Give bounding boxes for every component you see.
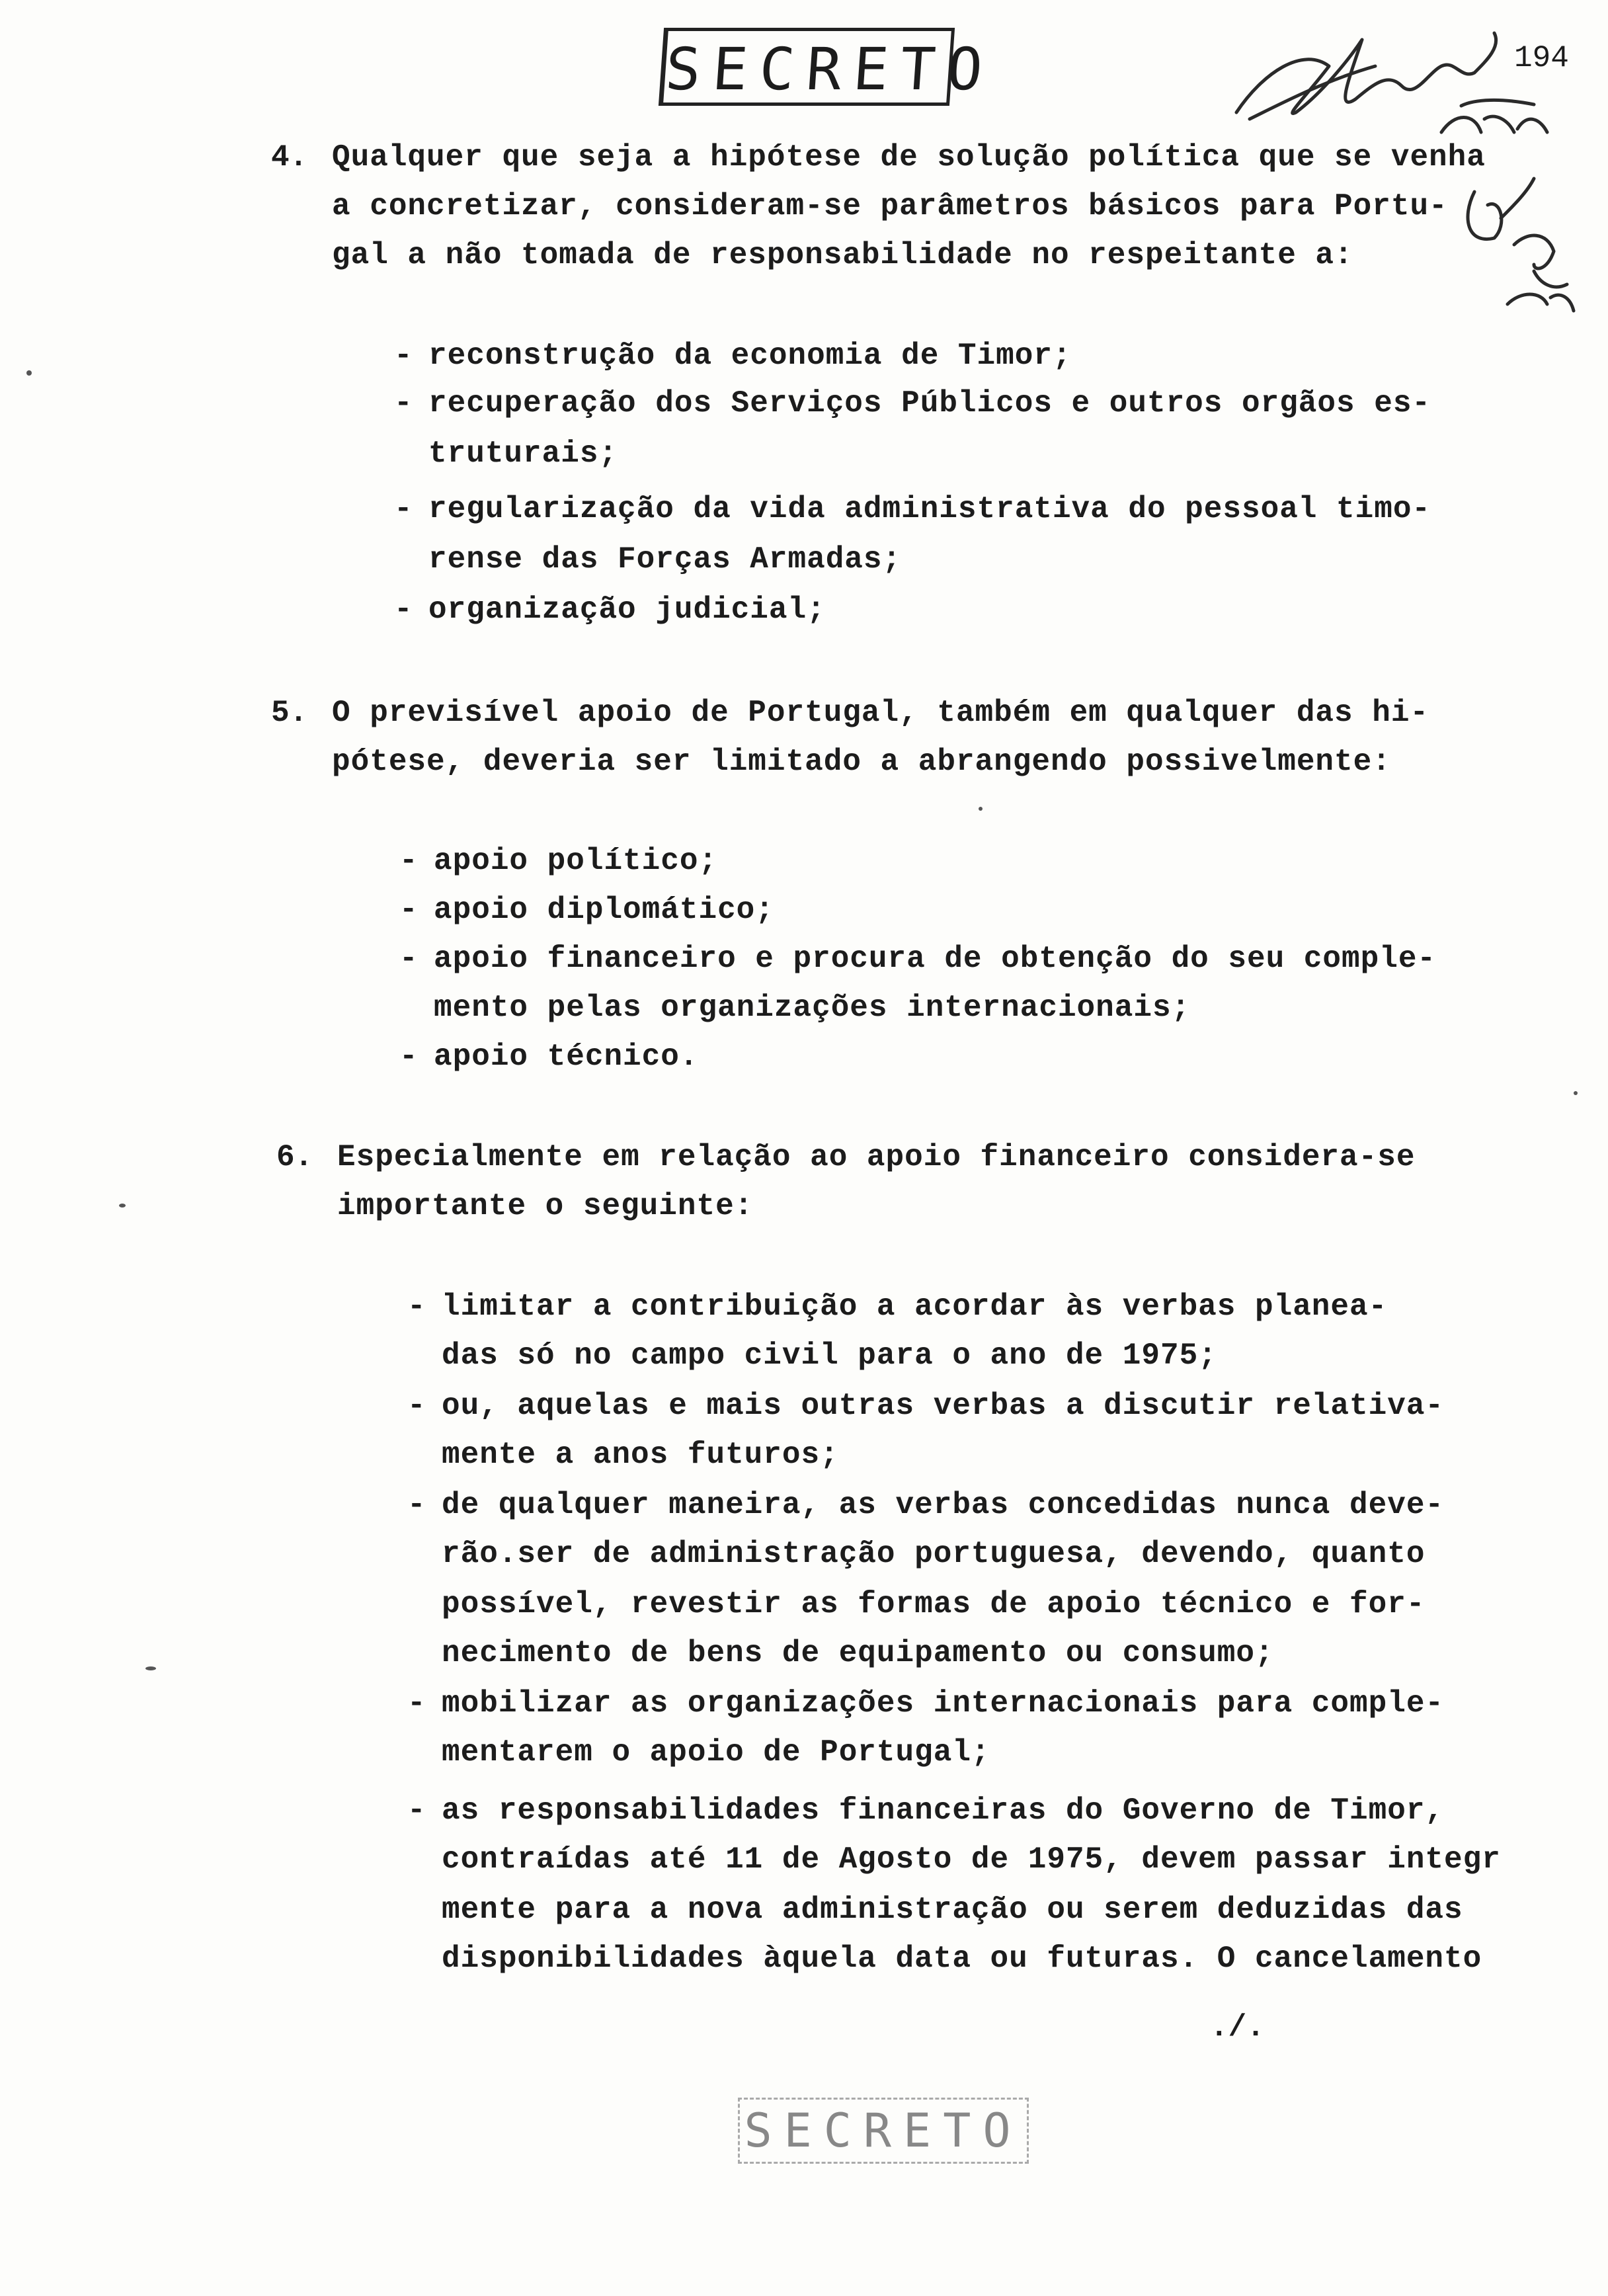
paragraph-line: pótese, deveria ser limitado a abrangendo possivelmente: bbox=[332, 745, 1391, 779]
bullet-item: - de qualquer maneira, as verbas concedidas nunca deve- bbox=[407, 1488, 1445, 1522]
scan-speck bbox=[119, 1204, 126, 1208]
paragraph-line: a concretizar, consideram-se parâmetros básicos para Portu- bbox=[332, 189, 1448, 224]
bullet-item: - ou, aquelas e mais outras verbas a discutir relativa- bbox=[407, 1389, 1445, 1423]
dash-marker: - bbox=[407, 1686, 426, 1721]
paragraph-number: 5. bbox=[271, 696, 308, 730]
bullet-item: - reconstrução da economia de Timor; bbox=[394, 339, 1072, 373]
dash-marker: - bbox=[394, 492, 413, 526]
dash-marker: - bbox=[399, 844, 419, 878]
secret-stamp-faded: SECRETO bbox=[738, 2098, 1029, 2164]
paragraph-line: O previsível apoio de Portugal, também em qualquer das hi- bbox=[332, 696, 1429, 730]
paragraph-number: 6. bbox=[276, 1140, 313, 1174]
dash-marker: - bbox=[394, 339, 413, 373]
bullet-item: - organização judicial; bbox=[394, 593, 826, 627]
bullet-item: - recuperação dos Serviços Públicos e outros orgãos es- bbox=[394, 386, 1431, 421]
bullet-continuation: mento pelas organizações internacionais; bbox=[434, 991, 1191, 1025]
bullet-item: - regularização da vida administrativa do pessoal timo- bbox=[394, 492, 1431, 526]
bullet-continuation: rão.ser de administração portuguesa, devendo, quanto bbox=[442, 1537, 1426, 1571]
bullet-item: - apoio diplomático; bbox=[399, 893, 774, 927]
dash-marker: - bbox=[407, 1488, 426, 1522]
secret-stamp: SECRETO bbox=[659, 28, 955, 106]
bullet-continuation: das só no campo civil para o ano de 1975; bbox=[442, 1338, 1217, 1373]
paragraph-line: Especialmente em relação ao apoio financeiro considera-se bbox=[337, 1140, 1416, 1174]
bullet-item: - apoio técnico. bbox=[399, 1040, 699, 1074]
scan-speck bbox=[145, 1666, 156, 1670]
bullet-item: - as responsabilidades financeiras do Governo de Timor, bbox=[407, 1793, 1445, 1828]
bullet-continuation: contraídas até 11 de Agosto de 1975, devem passar integr bbox=[442, 1842, 1501, 1877]
scan-speck bbox=[26, 370, 32, 376]
bullet-continuation: possível, revestir as formas de apoio técnico e for- bbox=[442, 1587, 1426, 1621]
dash-marker: - bbox=[399, 942, 419, 976]
paragraph-number: 4. bbox=[271, 140, 308, 175]
bullet-continuation: necimento de bens de equipamento ou consumo; bbox=[442, 1636, 1274, 1670]
bullet-continuation: mente a anos futuros; bbox=[442, 1438, 839, 1472]
dash-marker: - bbox=[399, 893, 419, 927]
bullet-continuation: mentarem o apoio de Portugal; bbox=[442, 1735, 990, 1770]
bullet-continuation: truturais; bbox=[428, 436, 618, 471]
paragraph-line: importante o seguinte: bbox=[337, 1189, 754, 1223]
continuation-mark: ./. bbox=[1210, 2010, 1265, 2045]
bullet-continuation: disponibilidades àquela data ou futuras. O cancelamento bbox=[442, 1942, 1482, 1976]
bullet-item: - apoio político; bbox=[399, 844, 718, 878]
bullet-item: - mobilizar as organizações internacionais para comple- bbox=[407, 1686, 1445, 1721]
paragraph-line: Qualquer que seja a hipótese de solução política que se venha bbox=[332, 140, 1486, 175]
bullet-item: - limitar a contribuição a acordar às verbas planea- bbox=[407, 1290, 1388, 1324]
dash-marker: - bbox=[399, 1040, 419, 1074]
dash-marker: - bbox=[407, 1290, 426, 1324]
scan-speck bbox=[1574, 1091, 1578, 1095]
bullet-item: - apoio financeiro e procura de obtenção do seu comple- bbox=[399, 942, 1437, 976]
paragraph-line: gal a não tomada de responsabilidade no respeitante a: bbox=[332, 238, 1353, 272]
dash-marker: - bbox=[394, 593, 413, 627]
scan-speck bbox=[979, 807, 983, 811]
bullet-continuation: rense das Forças Armadas; bbox=[428, 542, 902, 577]
dash-marker: - bbox=[394, 386, 413, 421]
dash-marker: - bbox=[407, 1793, 426, 1828]
page-number: 194 bbox=[1514, 41, 1569, 75]
bullet-continuation: mente para a nova administração ou serem deduzidas das bbox=[442, 1893, 1463, 1927]
dash-marker: - bbox=[407, 1389, 426, 1423]
